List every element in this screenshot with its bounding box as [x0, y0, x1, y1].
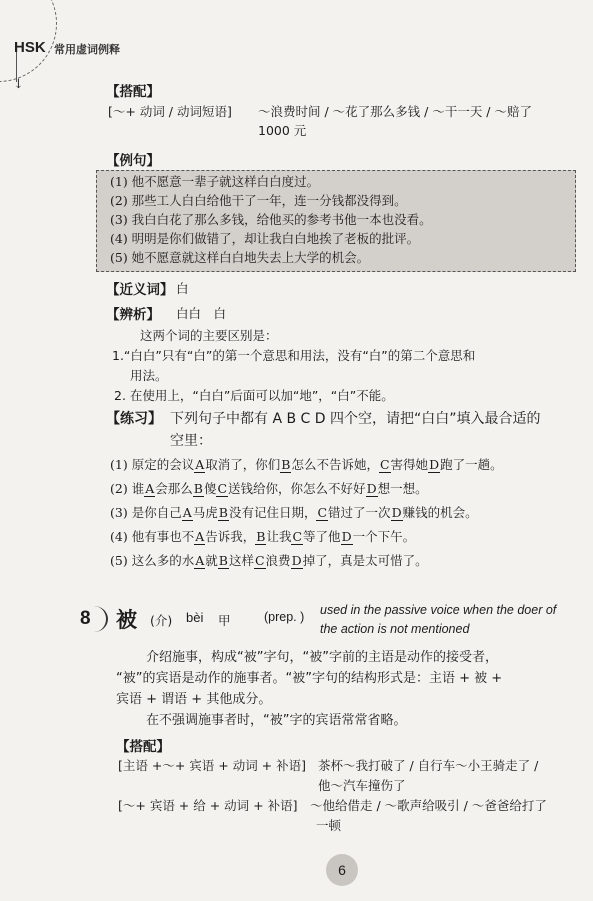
- example-sentence: (3) 我白白花了那么多钱，给他买的参考书他一本也没看。: [110, 212, 432, 227]
- exercise-item: (4) 他有事也不A告诉我，B让我C等了他D一个下午。: [110, 529, 416, 544]
- blank-marker: C: [379, 457, 390, 472]
- analysis-heading: 【辨析】: [106, 307, 160, 323]
- blank-marker: A: [195, 529, 205, 544]
- collocation-pattern: [主语 +～+ 宾语 + 动词 + 补语]: [118, 758, 306, 773]
- blank-marker: C: [254, 553, 265, 568]
- example-sentence: (1) 他不愿意一辈子就这样白白度过。: [110, 174, 320, 189]
- collocation-examples: ～他给借走 / ～歌声给吸引 / ～爸爸给打了: [310, 798, 547, 813]
- blank-marker: A: [195, 553, 205, 568]
- blank-marker: C: [292, 529, 303, 544]
- collocation-examples-cont: 他～汽车撞伤了: [318, 778, 406, 793]
- entry-number: 8: [80, 606, 108, 632]
- blank-marker: B: [256, 529, 266, 544]
- entry-english-pos: (prep. ): [264, 610, 305, 624]
- blank-marker: C: [317, 505, 328, 520]
- entry-part-of-speech: (介): [150, 613, 173, 628]
- collocation-examples-cont: 一顿: [316, 818, 342, 833]
- collocation-heading: 【搭配】: [106, 84, 160, 100]
- collocation-pattern: [～+ 动词 / 动词短语]: [108, 104, 232, 119]
- blank-marker: A: [145, 481, 155, 496]
- collocation-heading: 【搭配】: [116, 739, 170, 755]
- blank-marker: D: [391, 505, 402, 520]
- example-sentence: (4) 明明是你们做错了，却让我白白地挨了老板的批评。: [110, 231, 420, 246]
- exercise-item: (3) 是你自己A马虎B没有记住日期，C错过了一次D赚钱的机会。: [110, 505, 478, 520]
- blank-marker: B: [218, 505, 228, 520]
- blank-marker: A: [195, 457, 205, 472]
- example-sentence: (2) 那些工人白白给他干了一年，连一分钱都没得到。: [110, 193, 407, 208]
- blank-marker: B: [281, 457, 291, 472]
- exercise-instruction: 下列句子中都有 A B C D 四个空，请把“白白”填入最合适的: [170, 411, 541, 427]
- analysis-point-2: 2. 在使用上，“白白”后面可以加“地”，“白”不能。: [114, 388, 394, 403]
- entry-description: 在不强调施事者时，“被”字的宾语常常省略。: [146, 713, 407, 728]
- collocation-examples: ～浪费时间 / ～花了那么多钱 / ～干一天 / ～赔了: [258, 104, 532, 119]
- analysis-intro: 这两个词的主要区别是：: [140, 328, 278, 343]
- entry-description: 宾语 + 谓语 + 其他成分。: [116, 692, 272, 707]
- exercise-heading: 【练习】: [106, 411, 162, 427]
- blank-marker: C: [217, 481, 228, 496]
- collocation-examples-cont: 1000 元: [258, 123, 307, 138]
- examples-heading: 【例句】: [106, 153, 160, 169]
- blank-marker: D: [341, 529, 352, 544]
- blank-marker: B: [218, 553, 228, 568]
- blank-marker: B: [193, 481, 203, 496]
- blank-marker: A: [182, 505, 192, 520]
- analysis-words: 白白 白: [176, 306, 227, 321]
- analysis-point-1: 1.“白白”只有“白”的第一个意思和用法，没有“白”的第二个意思和: [112, 348, 476, 363]
- header-title: 常用虚词例释: [54, 43, 120, 56]
- analysis-point-1-cont: 用法。: [130, 368, 168, 383]
- entry-pinyin: bèi: [186, 610, 204, 625]
- collocation-pattern: [～+ 宾语 + 给 + 动词 + 补语]: [118, 798, 298, 813]
- entry-description: 介绍施事，构成“被”字句，“被”字前的主语是动作的接受者，: [146, 650, 498, 665]
- entry-gloss: used in the passive voice when the doer of: [320, 603, 557, 617]
- synonym-word: 白: [176, 281, 189, 296]
- synonym-heading: 【近义词】: [106, 282, 174, 298]
- header-logo: HSK: [14, 39, 46, 56]
- exercise-item: (2) 谁A会那么B傻C送钱给你，你怎么不好好D想一想。: [110, 481, 428, 496]
- entry-description: “被”的宾语是动作的施事者。“被”字句的结构形式是：主语 + 被 +: [116, 671, 503, 686]
- example-sentence: (5) 她不愿意就这样白白地失去上大学的机会。: [110, 250, 370, 265]
- exercise-instruction-cont: 空里：: [170, 433, 212, 449]
- blank-marker: D: [429, 457, 440, 472]
- down-arrow-icon: ↓: [13, 77, 24, 92]
- entry-word: 被: [116, 608, 137, 632]
- collocation-examples: 茶杯～我打破了 / 自行车～小王骑走了 /: [318, 758, 539, 773]
- page-number: 6: [326, 854, 358, 886]
- entry-level: 甲: [218, 613, 231, 628]
- blank-marker: D: [366, 481, 377, 496]
- entry-gloss-cont: the action is not mentioned: [320, 622, 470, 636]
- exercise-item: (1) 原定的会议A取消了，你们B怎么不告诉她，C害得她D跑了一趟。: [110, 457, 503, 472]
- exercise-item: (5) 这么多的水A就B这样C浪费D掉了，真是太可惜了。: [110, 553, 428, 568]
- blank-marker: D: [291, 553, 302, 568]
